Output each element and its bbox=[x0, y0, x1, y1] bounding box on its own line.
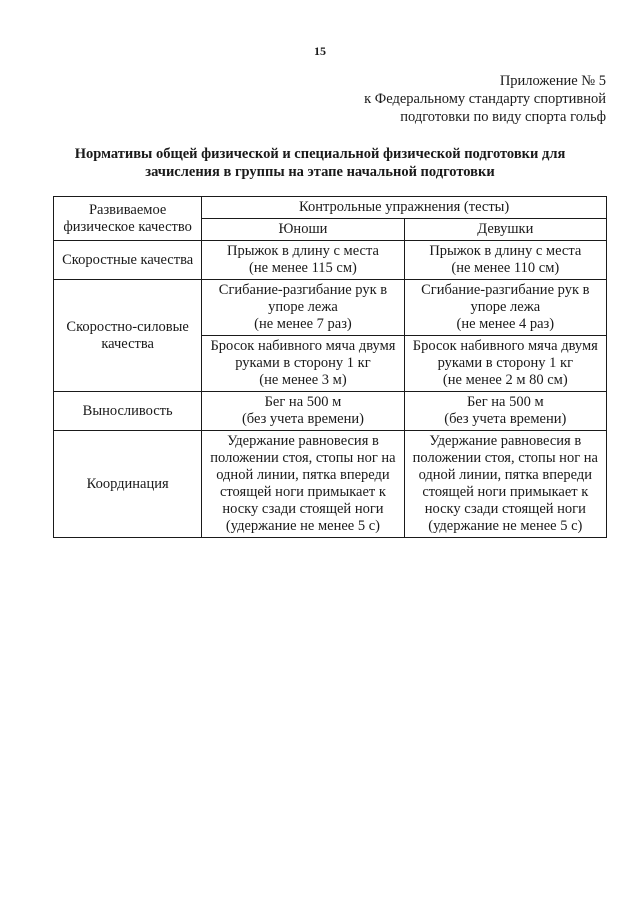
girls-test-cell bbox=[404, 241, 606, 280]
cell-text: качества bbox=[101, 335, 154, 352]
cell-text: (без учета времени) bbox=[241, 411, 364, 427]
appendix-line: к Федеральному стандарту спортивной bbox=[364, 91, 606, 107]
girls-test-cell bbox=[404, 280, 606, 336]
girls-test-cell bbox=[404, 336, 606, 392]
cell-text: Сгибание-разгибание рук в bbox=[421, 282, 590, 298]
header-boys-cell: Юноши bbox=[202, 219, 404, 241]
document-title bbox=[40, 145, 600, 181]
cell-text: носку сзади стоящей ноги bbox=[222, 501, 384, 517]
cell-text: Выносливость bbox=[82, 402, 173, 419]
table-row bbox=[54, 431, 607, 538]
cell-text: одной линии, пятка впереди bbox=[418, 467, 593, 483]
girls-test-cell bbox=[404, 431, 606, 538]
cell-text: Скоростные качества bbox=[62, 251, 194, 268]
cell-text: Скоростно-силовые bbox=[66, 318, 189, 335]
quality-cell bbox=[54, 392, 202, 431]
header-tests-cell: Контрольные упражнения (тесты) bbox=[202, 197, 607, 219]
cell-text: (не менее 110 см) bbox=[451, 260, 560, 276]
header-girls-cell: Девушки bbox=[404, 219, 606, 241]
cell-text: Прыжок в длину с места bbox=[429, 243, 582, 259]
header-text: физическое качество bbox=[63, 218, 192, 235]
boys-test-cell bbox=[202, 241, 404, 280]
cell-text: руками в сторону 1 кг bbox=[235, 355, 371, 371]
appendix-header bbox=[364, 72, 606, 126]
cell-text: (не менее 7 раз) bbox=[254, 316, 352, 332]
cell-text: (удержание не менее 5 с) bbox=[225, 518, 380, 534]
table-header-row bbox=[54, 197, 607, 219]
title-line: зачисления в группы на этапе начальной подготовки bbox=[145, 164, 495, 180]
cell-text: (не менее 3 м) bbox=[259, 372, 347, 388]
cell-text: (без учета времени) bbox=[444, 411, 567, 427]
quality-cell bbox=[54, 241, 202, 280]
appendix-line: подготовки по виду спорта гольф bbox=[400, 109, 606, 125]
cell-text: Координация bbox=[86, 475, 169, 492]
table-row bbox=[54, 392, 607, 431]
boys-test-cell bbox=[202, 431, 404, 538]
header-quality-cell bbox=[54, 197, 202, 241]
header-text: Развиваемое bbox=[88, 201, 167, 218]
cell-text: (не менее 4 раз) bbox=[456, 316, 555, 332]
cell-text: положении стоя, стопы ног на bbox=[210, 450, 396, 466]
cell-text: стоящей ноги примыкает к bbox=[422, 484, 589, 500]
title-line: Нормативы общей физической и специальной физической подготовки для bbox=[74, 146, 566, 162]
cell-text: руками в сторону 1 кг bbox=[437, 355, 574, 371]
cell-text: Бег на 500 м bbox=[466, 394, 544, 410]
boys-test-cell bbox=[202, 392, 404, 431]
girls-test-cell bbox=[404, 392, 606, 431]
cell-text: упоре лежа bbox=[470, 299, 541, 315]
cell-text: положении стоя, стопы ног на bbox=[412, 450, 598, 466]
norms-table bbox=[53, 196, 607, 538]
cell-text: Бег на 500 м bbox=[264, 394, 342, 410]
cell-text: стоящей ноги примыкает к bbox=[219, 484, 386, 500]
cell-text: Сгибание-разгибание рук в bbox=[218, 282, 388, 298]
cell-text: упоре лежа bbox=[268, 299, 338, 315]
cell-text: Прыжок в длину с места bbox=[226, 243, 379, 259]
boys-test-cell bbox=[202, 336, 404, 392]
cell-text: Удержание равновесия в bbox=[429, 433, 582, 449]
cell-text: (не менее 115 см) bbox=[249, 260, 357, 276]
cell-text: Бросок набивного мяча двумя bbox=[412, 338, 598, 354]
quality-cell bbox=[54, 280, 202, 392]
cell-text: Удержание равновесия в bbox=[227, 433, 379, 449]
quality-cell bbox=[54, 431, 202, 538]
cell-text: Бросок набивного мяча двумя bbox=[210, 338, 396, 354]
appendix-line: Приложение № 5 bbox=[499, 73, 606, 89]
table-row bbox=[54, 280, 607, 336]
boys-test-cell bbox=[202, 280, 404, 336]
cell-text: носку сзади стоящей ноги bbox=[424, 501, 586, 517]
cell-text: (не менее 2 м 80 см) bbox=[442, 372, 568, 388]
page-number: 15 bbox=[314, 44, 326, 58]
table-row bbox=[54, 241, 607, 280]
cell-text: (удержание не менее 5 с) bbox=[428, 518, 583, 534]
cell-text: одной линии, пятка впереди bbox=[216, 467, 390, 483]
